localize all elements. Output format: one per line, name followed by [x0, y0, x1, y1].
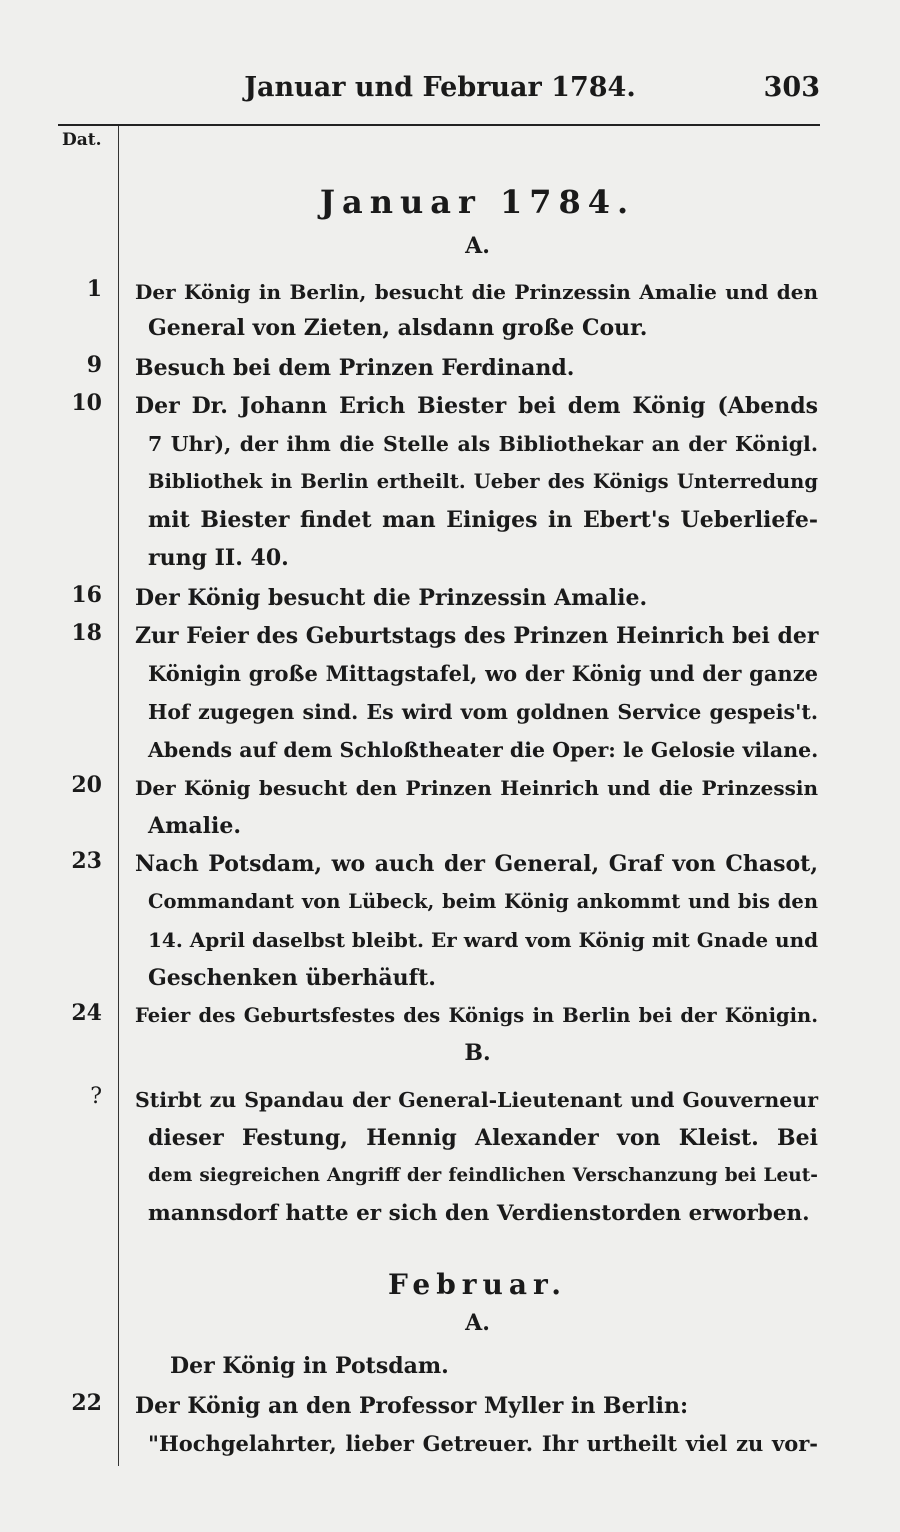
entry-text-line: "Hochgelahrter, lieber Getreuer. Ihr urtheilt viel zu vor-	[148, 1431, 818, 1456]
month-heading-january: Januar 1784.	[319, 183, 636, 221]
entry-text-line: dieser Festung, Hennig Alexander von Kleist. Bei	[148, 1125, 818, 1151]
entry-text-line: Stirbt zu Spandau der General-Lieutenant und Gouverneur	[135, 1088, 818, 1112]
entry-date: 18	[71, 620, 102, 646]
entry-date: 22	[71, 1390, 102, 1416]
entry-date: 9	[86, 352, 102, 378]
entry-text-line: Der König in Berlin, besucht die Prinzessin Amalie und den	[135, 280, 818, 304]
entry-text-line: General von Zieten, alsdann große Cour.	[148, 315, 648, 341]
entry-date: 20	[71, 772, 102, 798]
entry-text-line: Abends auf dem Schloßtheater die Oper: le Gelosie vilane.	[148, 738, 819, 762]
page-number: 303	[763, 72, 820, 103]
entry-date: 10	[71, 390, 102, 416]
entry-text-line: Amalie.	[148, 813, 241, 839]
entry-date: 1	[86, 276, 102, 302]
entry-text-line: Der König besucht die Prinzessin Amalie.	[135, 585, 648, 611]
entry-text-line: Commandant von Lübeck, beim König ankommt und bis den	[148, 890, 818, 913]
entry-date: 23	[71, 848, 102, 874]
entry-date: 24	[71, 1000, 102, 1026]
entry-text-line: Nach Potsdam, wo auch der General, Graf von Chasot,	[135, 851, 818, 877]
entry-text-line: dem siegreichen Angriff der feindlichen Verschanzung bei Leut-	[148, 1165, 818, 1186]
entry-text-line: 7 Uhr), der ihm die Stelle als Bibliothekar an der Königl.	[148, 432, 818, 456]
entry-text-line: Feier des Geburtsfestes des Königs in Berlin bei der Königin.	[135, 1004, 818, 1027]
entry-date: ?	[90, 1084, 102, 1109]
entry-text-line: 14. April daselbst bleibt. Er ward vom König mit Gnade und	[148, 928, 819, 952]
entry-text-line: Königin große Mittagstafel, wo der König und der ganze	[148, 661, 818, 686]
entry-text-line: Der König an den Professor Myller in Berlin:	[135, 1393, 689, 1419]
date-column-label: Dat.	[62, 130, 102, 150]
date-column-rule	[118, 126, 119, 1466]
section-heading-a-february: A.	[465, 1310, 490, 1336]
entry-text-line: Besuch bei dem Prinzen Ferdinand.	[135, 355, 575, 381]
header-rule	[58, 124, 820, 126]
running-header	[60, 70, 820, 110]
entry-text-line: Der König in Potsdam.	[170, 1353, 449, 1379]
entry-text-line: Der Dr. Johann Erich Biester bei dem König (Abends	[135, 393, 818, 419]
section-heading-a: A.	[465, 233, 490, 259]
entry-text-line: mannsdorf hatte er sich den Verdienstorden erworben.	[148, 1201, 810, 1226]
entry-text-line: Geschenken überhäuft.	[148, 965, 436, 991]
header-title: Januar und Februar 1784.	[244, 72, 636, 103]
entry-date: 16	[71, 582, 102, 608]
entry-text-line: rung II. 40.	[148, 545, 289, 571]
section-heading-b: B.	[464, 1040, 491, 1066]
entry-text-line: Zur Feier des Geburtstags des Prinzen Heinrich bei der	[135, 623, 819, 649]
entry-text-line: Hof zugegen sind. Es wird vom goldnen Service gespeis't.	[148, 700, 818, 724]
entry-text-line: mit Biester findet man Einiges in Ebert's Ueberliefe-	[148, 507, 818, 533]
entry-text-line: Bibliothek in Berlin ertheilt. Ueber des Königs Unterredung	[148, 470, 818, 493]
entry-text-line: Der König besucht den Prinzen Heinrich und die Prinzessin	[135, 776, 818, 800]
month-heading-february: Februar.	[388, 1268, 567, 1301]
